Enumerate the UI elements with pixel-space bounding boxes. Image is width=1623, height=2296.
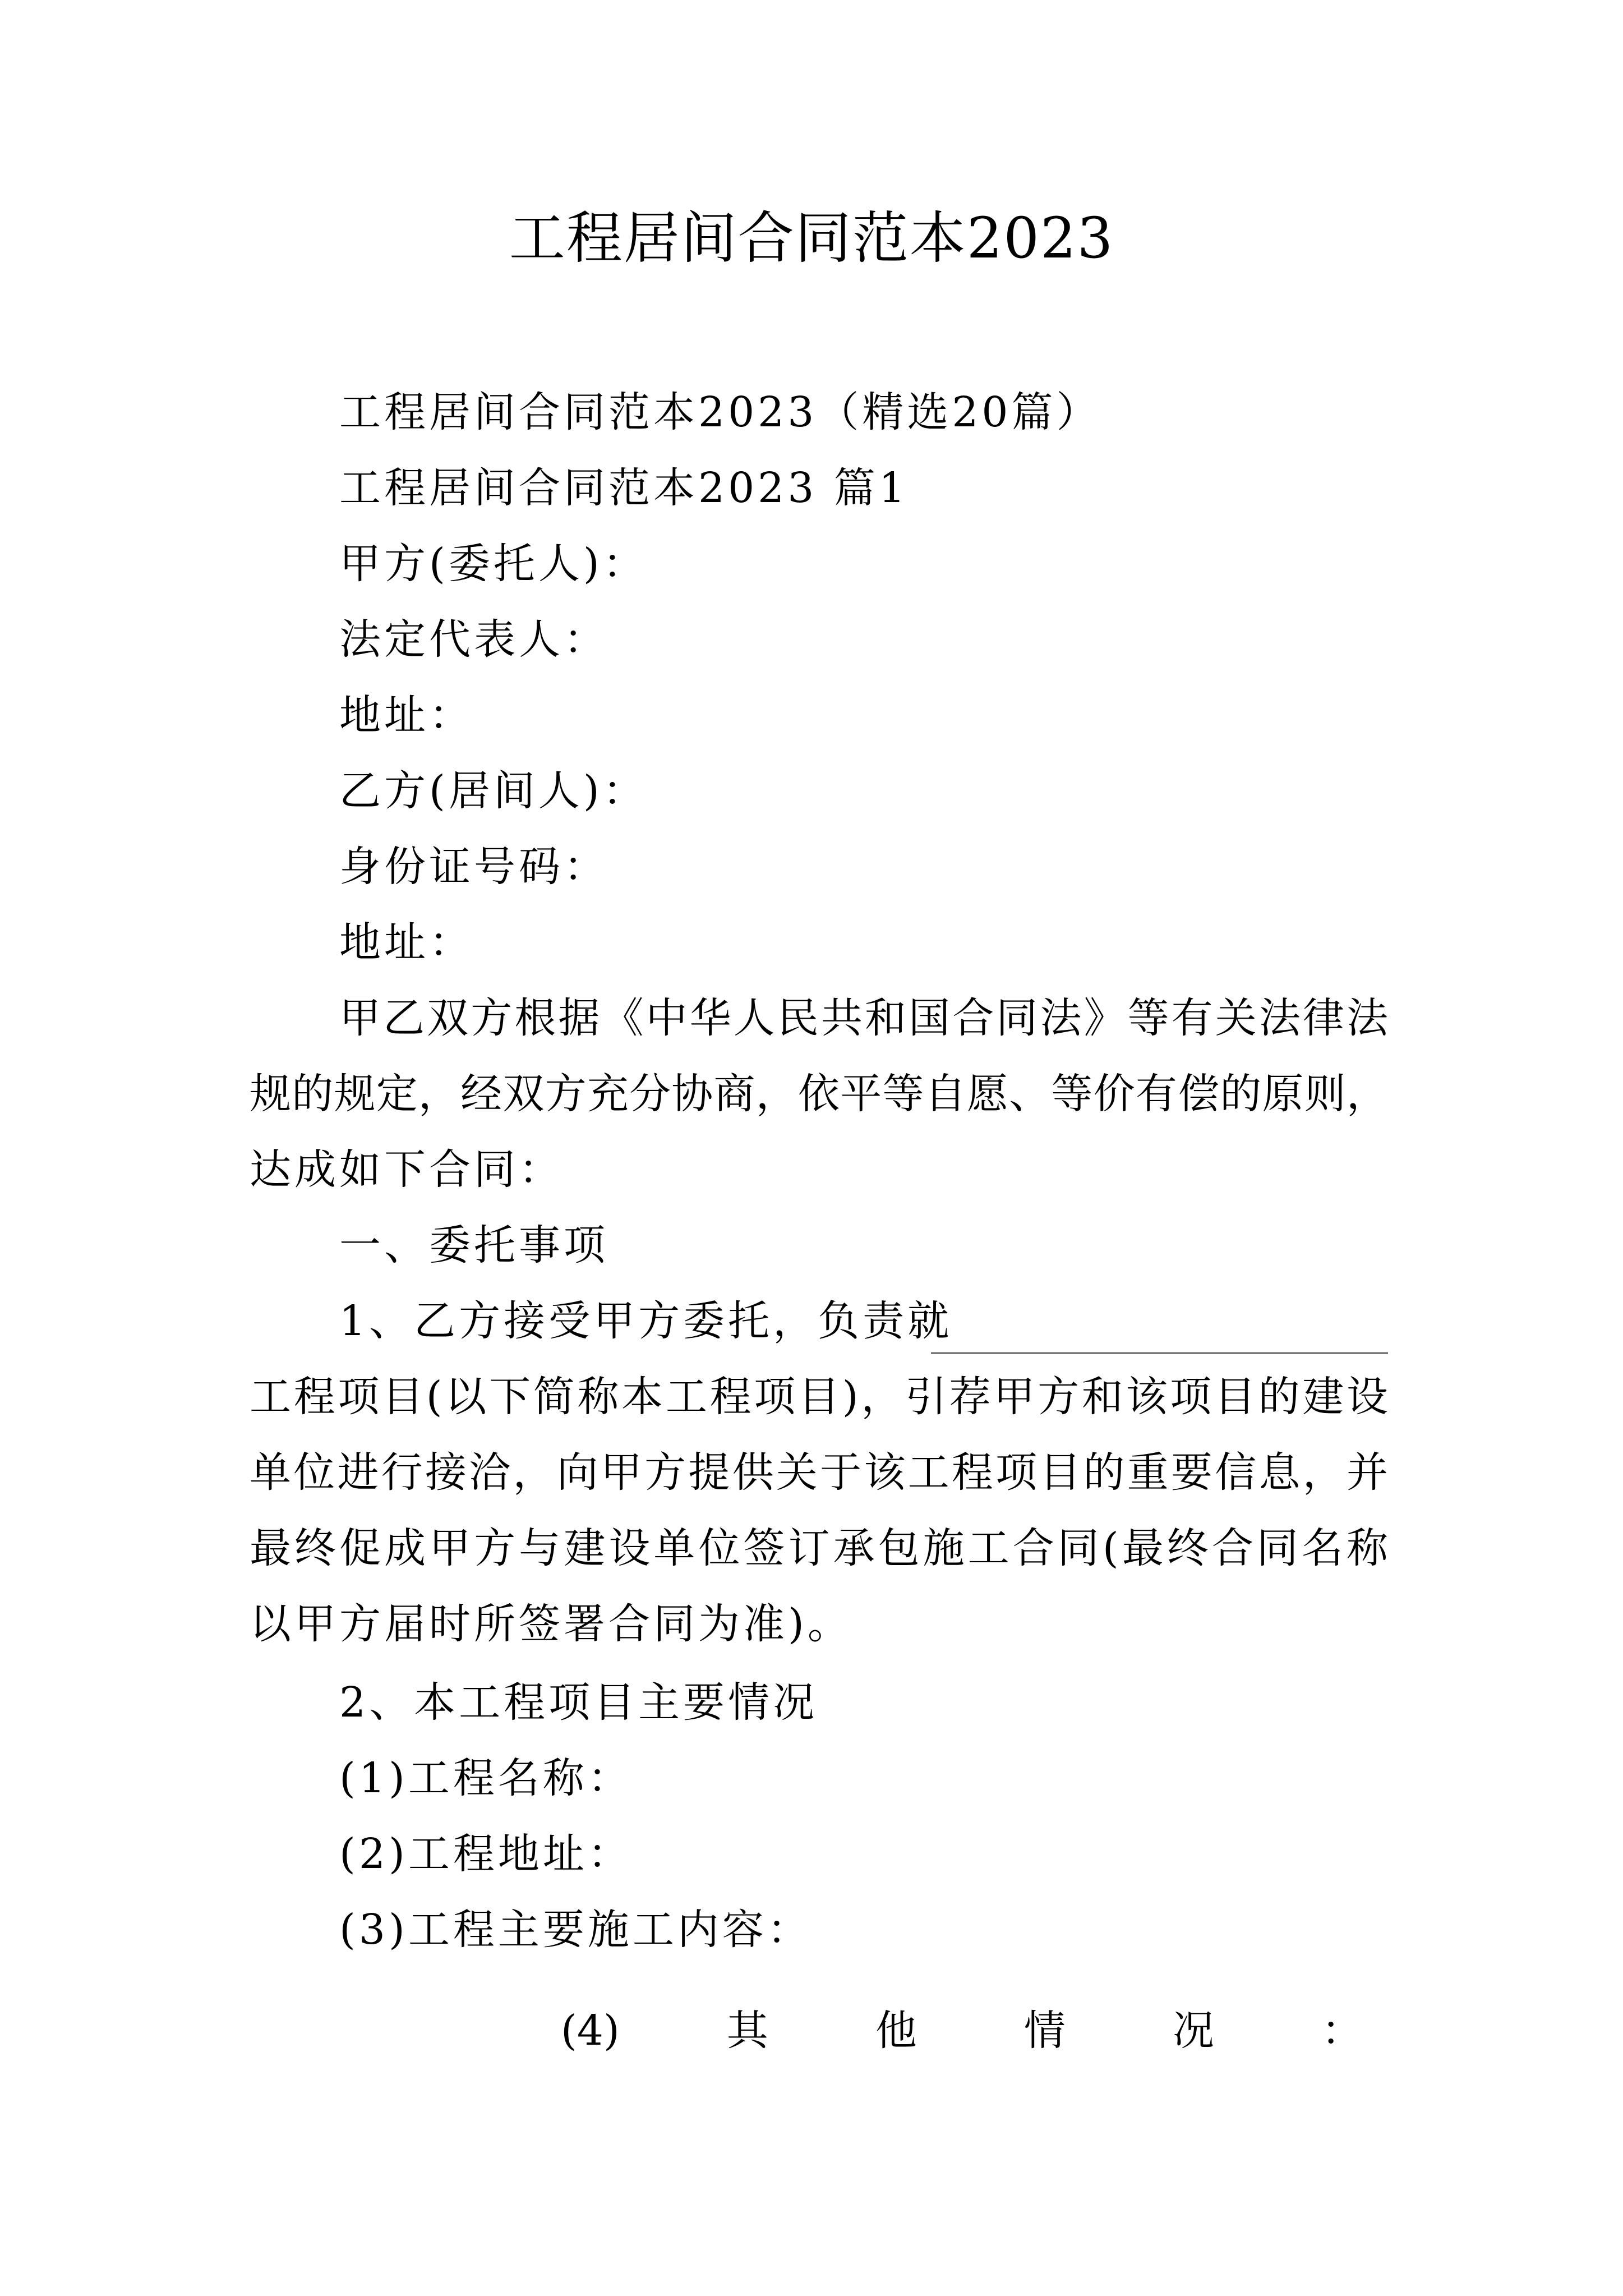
item-1-line-b: 工程项目(以下简称本工程项目)，引荐甲方和该项目的建设	[250, 1373, 1388, 1421]
party-b-address-label: 地址：	[339, 918, 474, 967]
sub-item-1: (1)工程名称：	[339, 1754, 633, 1802]
sub-item-4	[561, 2003, 1363, 2059]
legal-representative-label: 法定代表人：	[339, 615, 608, 664]
party-b-label: 乙方(居间人)：	[339, 767, 648, 815]
party-a-label: 甲方(委托人)：	[339, 540, 648, 588]
sub-item-4-part: ：	[1321, 2007, 1363, 2055]
subtitle-line: 工程居间合同范本2023（精选20篇）	[339, 388, 1101, 436]
item-1-line-a: 1、乙方接受甲方委托，负责就	[339, 1297, 953, 1345]
sub-item-4-part: 他	[875, 2007, 917, 2055]
id-number-label: 身份证号码：	[339, 843, 608, 891]
item-2-heading: 2、本工程项目主要情况	[339, 1678, 818, 1727]
sub-item-2: (2)工程地址：	[339, 1830, 633, 1878]
party-a-address-label: 地址：	[339, 691, 474, 739]
item-1-line-e: 以甲方届时所签署合同为准)。	[250, 1600, 852, 1648]
sub-item-4-part: 况	[1172, 2007, 1214, 2055]
project-name-blank	[931, 1352, 1388, 1354]
sub-item-4-part: 其	[726, 2007, 768, 2055]
item-1-line-d: 最终促成甲方与建设单位签订承包施工合同(最终合同名称	[250, 1524, 1388, 1572]
preamble-line-1: 甲乙双方根据《中华人民共和国合同法》等有关法律法	[339, 994, 1388, 1042]
sub-item-4-part: 情	[1023, 2007, 1066, 2055]
preamble-line-2: 规的规定，经双方充分协商，依平等自愿、等价有偿的原则，	[250, 1070, 1388, 1118]
preamble-line-3: 达成如下合同：	[250, 1145, 564, 1194]
item-1-line-c: 单位进行接洽，向甲方提供关于该工程项目的重要信息，并	[250, 1448, 1388, 1497]
section-heading-1: 一、委托事项	[339, 1221, 608, 1269]
document-title: 工程居间合同范本2023	[509, 205, 1114, 271]
sub-item-4-part: (4)	[561, 2007, 620, 2055]
chapter-heading: 工程居间合同范本2023 篇1	[339, 464, 909, 512]
sub-item-3: (3)工程主要施工内容：	[339, 1906, 812, 1954]
